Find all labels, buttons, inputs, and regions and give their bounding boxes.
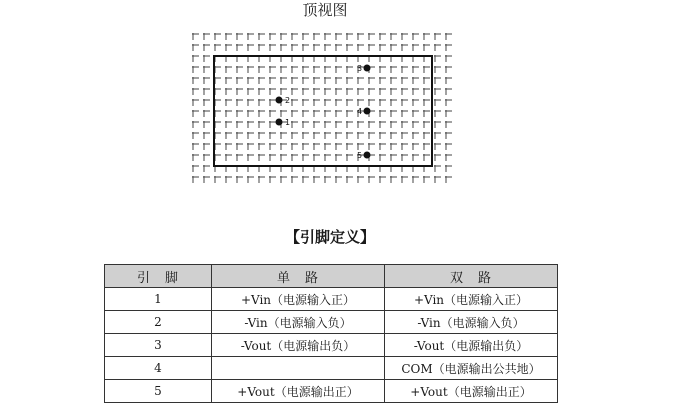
- header-single: 单 路: [212, 265, 385, 288]
- cell-pin: 5: [105, 380, 212, 403]
- pin-5-label: 5: [357, 151, 363, 160]
- top-view-diagram: [190, 31, 460, 189]
- pin-4: [357, 107, 371, 116]
- cell-pin: 3: [105, 334, 212, 357]
- pin-3-label: 3: [357, 64, 363, 73]
- cell-single: +Vout（电源输出正）: [212, 380, 385, 403]
- cell-single: -Vout（电源输出负）: [212, 334, 385, 357]
- pin-3-dot: [364, 65, 371, 72]
- cell-single: -Vin（电源输入负）: [212, 311, 385, 334]
- top-view-title: 顶视图: [302, 1, 348, 19]
- table-row: [105, 334, 558, 357]
- pin-1-dot: [276, 119, 283, 126]
- table-row: [105, 288, 558, 311]
- pin-4-dot: [364, 108, 371, 115]
- cell-single: +Vin（电源输入正）: [212, 288, 385, 311]
- pin-definition-title: 【引脚定义】: [284, 228, 375, 246]
- cell-pin: 1: [105, 288, 212, 311]
- pin-3: [357, 64, 371, 73]
- cell-dual: -Vin（电源输入负）: [385, 311, 558, 334]
- cell-dual: -Vout（电源输出负）: [385, 334, 558, 357]
- cell-dual: +Vin（电源输入正）: [385, 288, 558, 311]
- header-dual: 双 路: [385, 265, 558, 288]
- pin-definition-table: [104, 264, 558, 403]
- pin-4-label: 4: [357, 107, 363, 116]
- table-row: [105, 357, 558, 380]
- pin-2-label: 2: [285, 96, 291, 105]
- module-outline: [214, 56, 432, 166]
- cell-single: [212, 357, 385, 380]
- table-row: [105, 311, 558, 334]
- header-pin: 引 脚: [105, 265, 212, 288]
- cell-pin: 2: [105, 311, 212, 334]
- pin-2-dot: [276, 97, 283, 104]
- cell-dual: COM（电源输出公共地）: [385, 357, 558, 380]
- table-header-row: [105, 265, 558, 288]
- pin-1-label: 1: [285, 118, 291, 127]
- cell-dual: +Vout（电源输出正）: [385, 380, 558, 403]
- pin-5: [357, 151, 371, 160]
- cell-pin: 4: [105, 357, 212, 380]
- table-row: [105, 380, 558, 403]
- pin-5-dot: [364, 152, 371, 159]
